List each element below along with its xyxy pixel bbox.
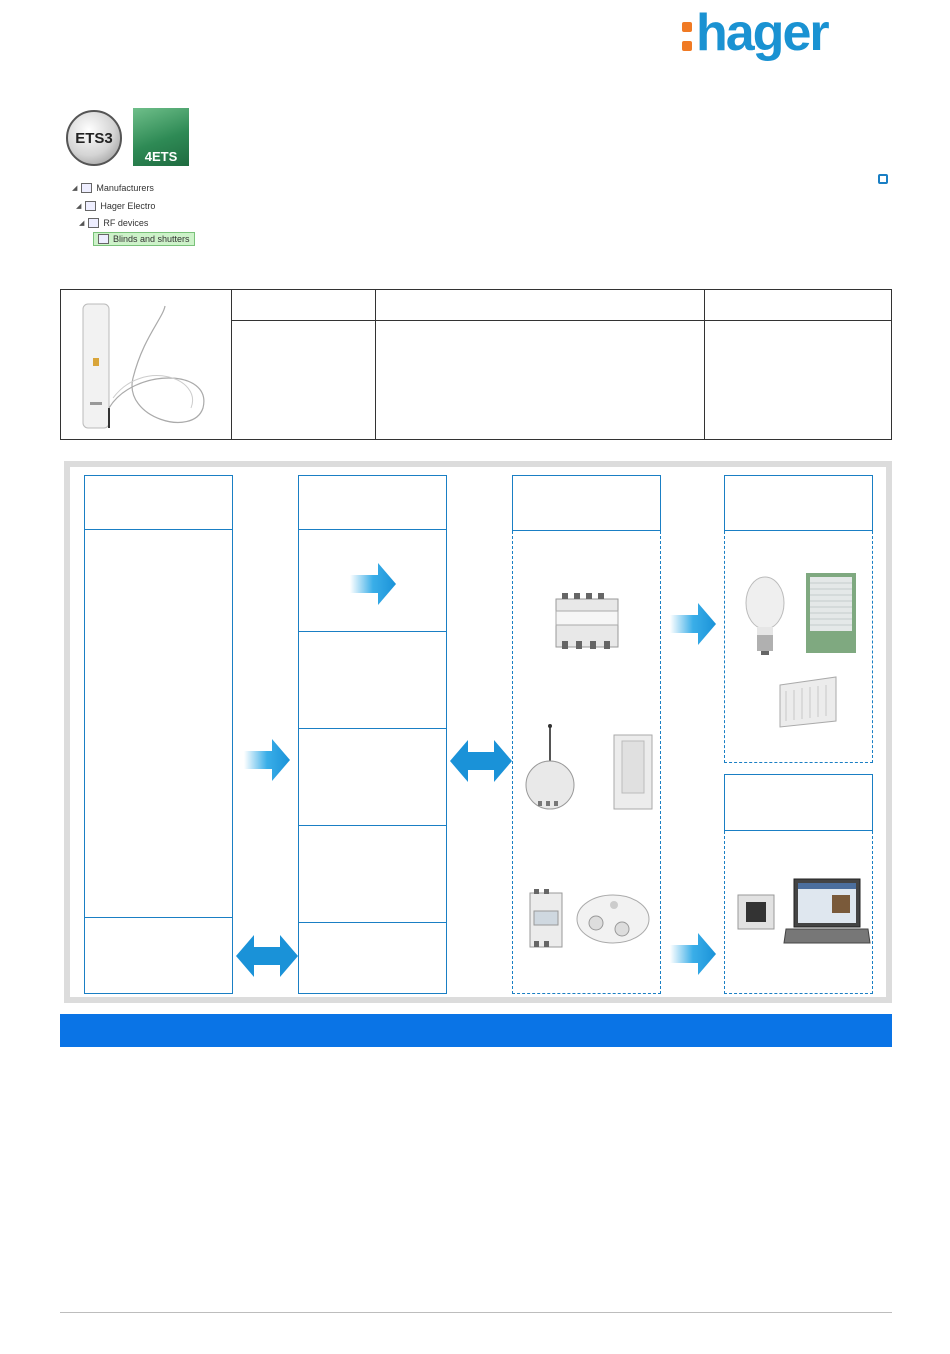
expand-triangle-icon[interactable]: ◢	[76, 203, 82, 210]
right-arrow-icon	[670, 603, 720, 645]
tree-item-hager-electro[interactable]	[76, 201, 155, 211]
section-header-bar	[60, 1014, 892, 1047]
table-divider	[231, 290, 232, 439]
column-divider	[84, 917, 233, 918]
expand-triangle-icon[interactable]: ◢	[79, 220, 85, 227]
din-rail-actuator	[554, 591, 620, 653]
ets4-label: 4ETS	[144, 149, 178, 164]
room-controller	[736, 891, 776, 933]
logo-wordmark: hager	[696, 4, 828, 62]
column-divider	[298, 529, 447, 530]
tree-item-blinds-and-shutters[interactable]	[93, 232, 195, 246]
roller-shutter	[806, 573, 856, 653]
logo-dots	[682, 22, 692, 51]
table-divider	[375, 290, 376, 439]
hager-logo	[682, 6, 828, 60]
column-divider	[298, 922, 447, 923]
tree-item-rf-devices[interactable]	[79, 218, 148, 228]
tree-item-label: Blinds and shutters	[113, 234, 190, 244]
tree-item-manufacturers[interactable]	[72, 183, 154, 193]
folder-icon	[85, 201, 96, 211]
ets4-logo	[133, 108, 189, 166]
column-4-lower-header-box	[724, 774, 873, 831]
ets3-logo	[66, 110, 122, 166]
column-divider	[298, 825, 447, 826]
din-rail-module	[526, 887, 566, 949]
right-arrow-icon	[670, 933, 720, 975]
tree-item-label: Hager Electro	[100, 201, 156, 211]
rf-antenna-module-image	[73, 298, 223, 433]
flush-mounted-rf-module	[524, 723, 580, 813]
column-divider	[298, 631, 447, 632]
folder-icon	[88, 218, 99, 228]
ceiling-motion-detector	[574, 889, 652, 947]
double-arrow-icon	[236, 935, 300, 977]
product-table	[60, 289, 892, 440]
table-divider	[704, 290, 705, 439]
search-icon[interactable]	[878, 174, 888, 184]
light-bulb	[744, 575, 786, 657]
laptop	[782, 877, 872, 949]
column-4-header-box	[724, 475, 873, 531]
wall-switch-module	[610, 733, 654, 811]
column-3-header-box	[512, 475, 661, 531]
right-arrow-icon	[350, 563, 400, 605]
right-arrow-icon	[244, 739, 294, 781]
folder-icon	[81, 183, 92, 193]
footer-divider	[60, 1312, 892, 1313]
double-arrow-icon	[450, 740, 514, 782]
system-diagram	[64, 461, 892, 1003]
expand-triangle-icon[interactable]: ◢	[72, 185, 78, 192]
table-divider	[231, 320, 891, 321]
column-2-box	[298, 475, 447, 994]
column-divider	[84, 529, 233, 530]
ets3-label: ETS3	[75, 129, 113, 147]
tree-item-label: Manufacturers	[96, 183, 154, 193]
column-divider	[298, 728, 447, 729]
tree-item-label: RF devices	[103, 218, 149, 228]
electric-heater	[776, 675, 840, 729]
folder-icon	[98, 234, 109, 244]
